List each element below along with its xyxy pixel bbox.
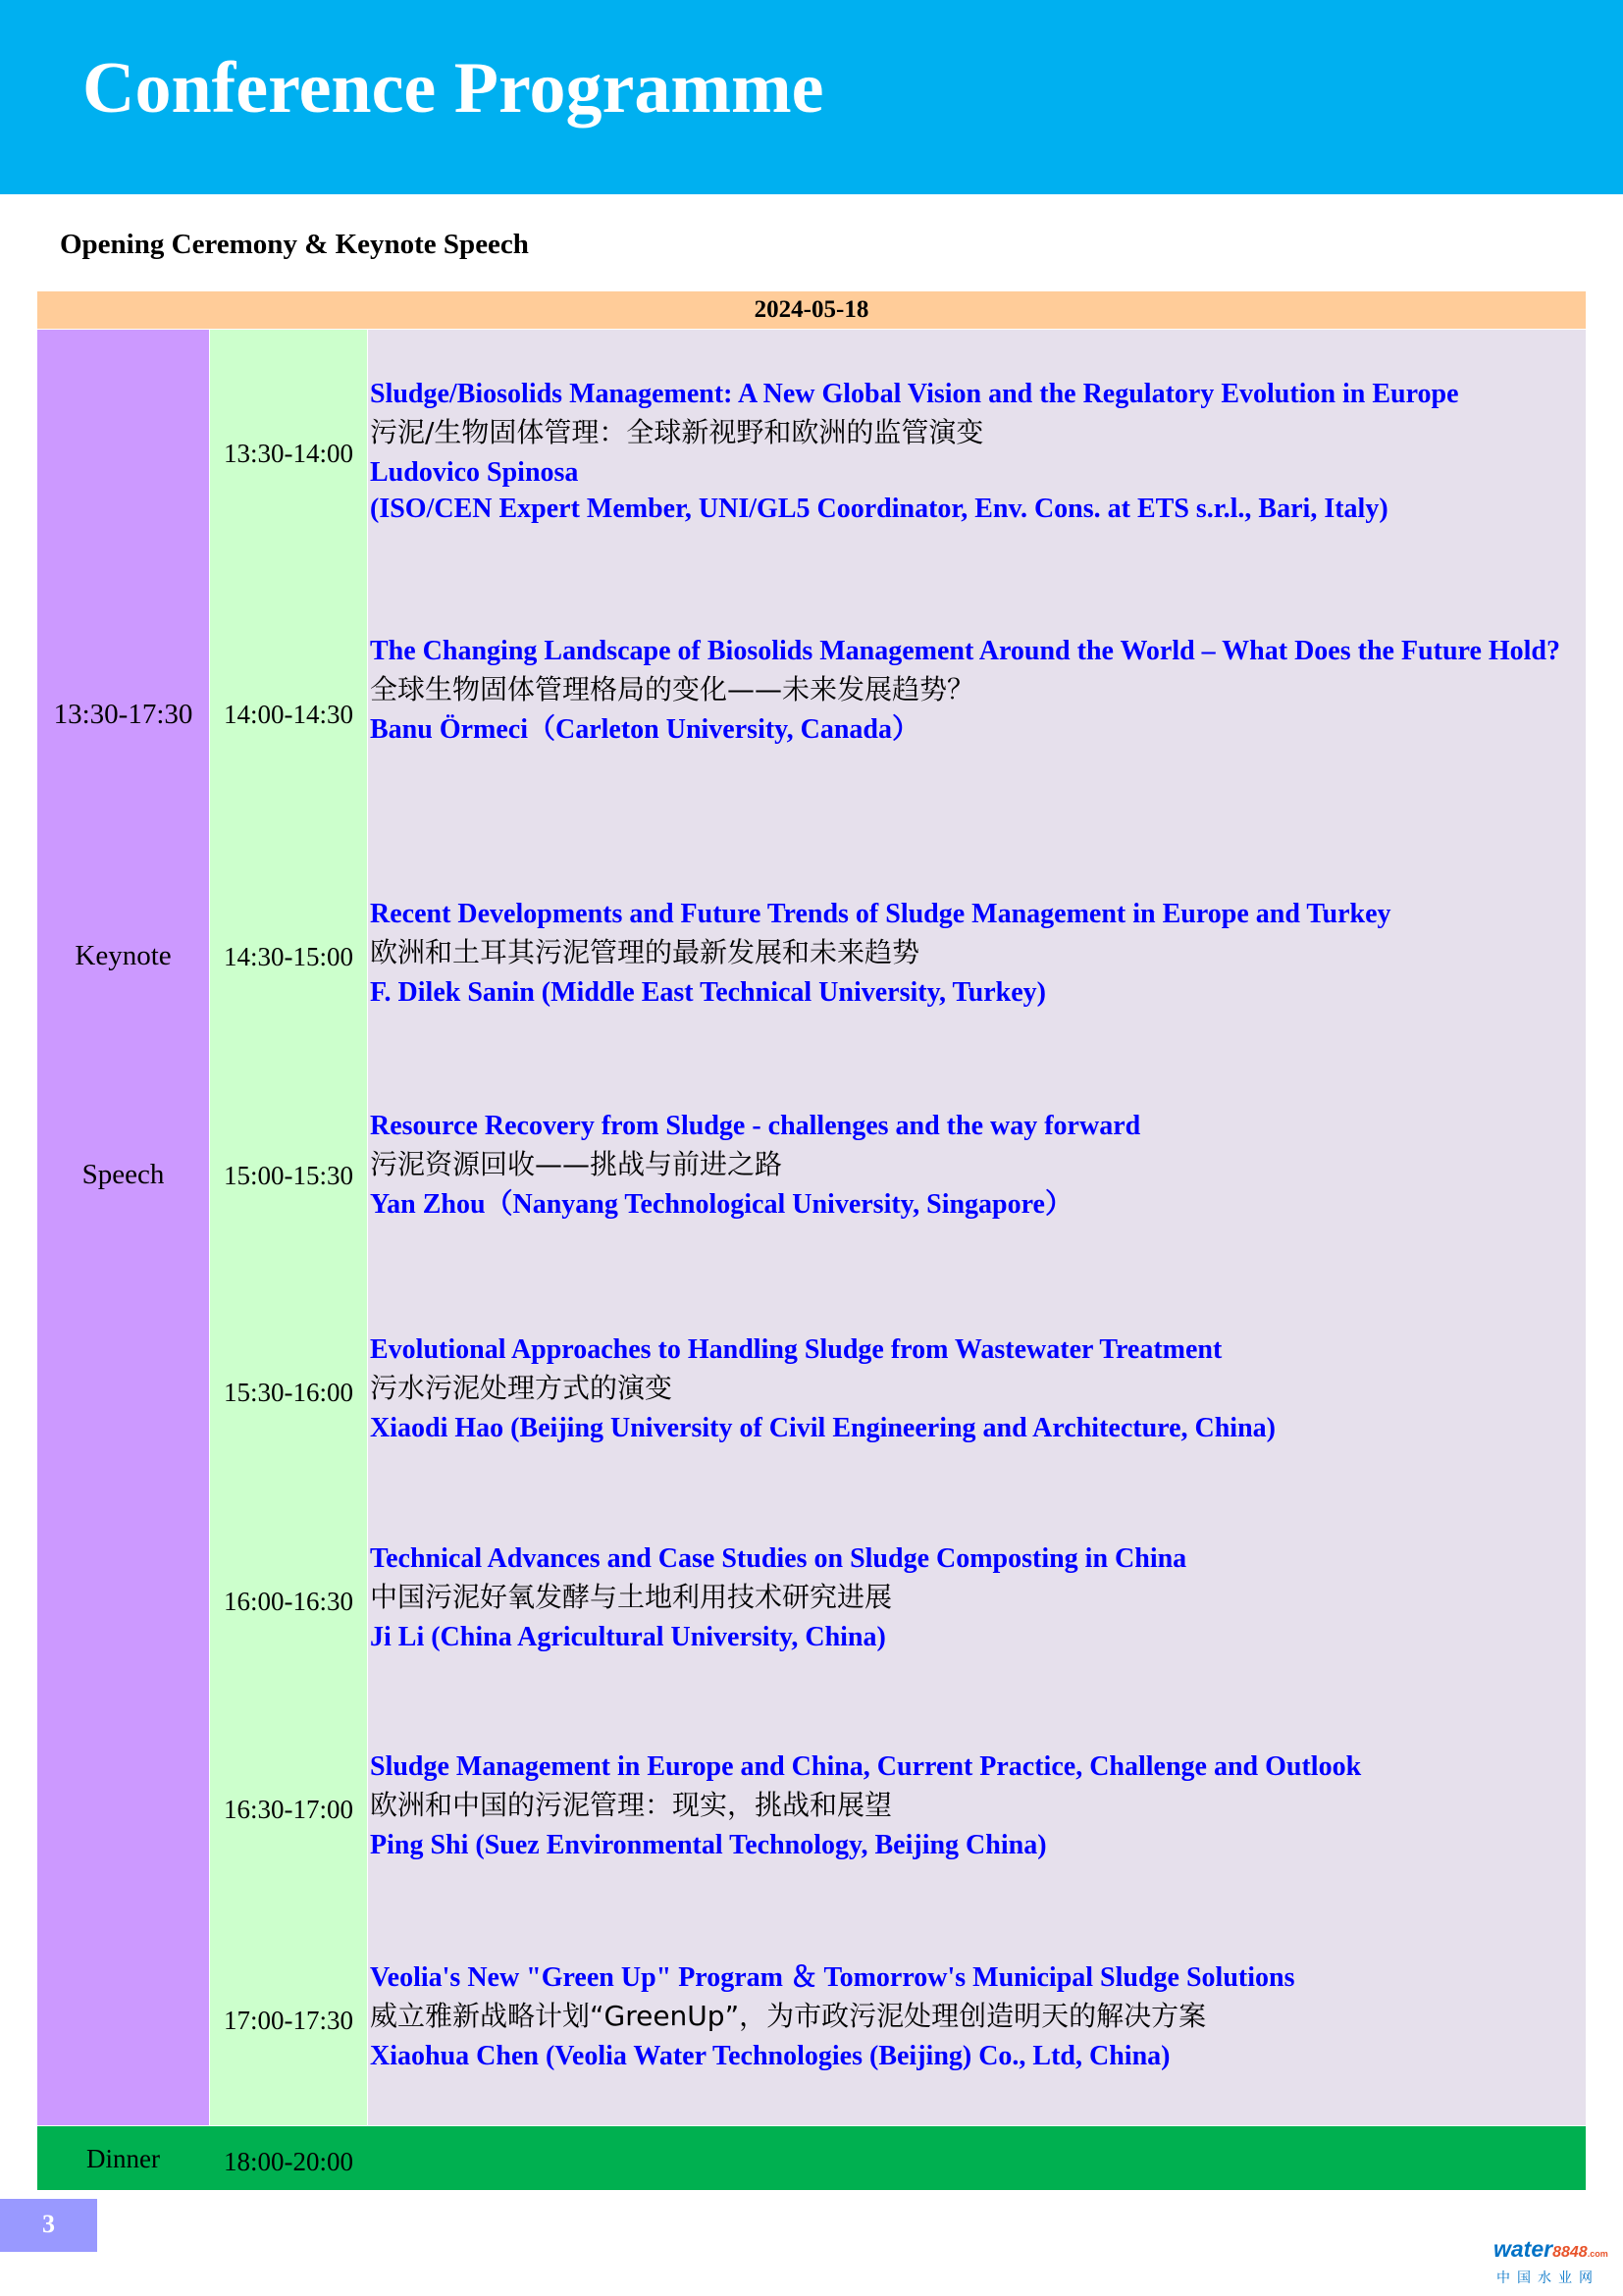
page-number: 3 bbox=[0, 2199, 97, 2252]
talk-speaker: Yan Zhou（Nanyang Technological University, Singapore） bbox=[370, 1189, 1073, 1220]
time-column bbox=[210, 330, 367, 2125]
talk-speaker: Xiaohua Chen (Veolia Water Technologies (Beijing) Co., Ltd, China) bbox=[370, 2041, 1171, 2071]
talk-entry bbox=[370, 1109, 1582, 1223]
talk-title-zh: 全球生物固体管理格局的变化——未来发展趋势？ bbox=[370, 673, 975, 705]
talk-title-en: Technical Advances and Case Studies on Sludge Composting in China bbox=[370, 1543, 1187, 1574]
talk-speaker: Ludovico Spinosa bbox=[370, 457, 579, 488]
talk-speaker: Xiaodi Hao (Beijing University of Civil Engineering and Architecture, China) bbox=[370, 1413, 1276, 1443]
talk-title-en: Recent Developments and Future Trends of Sludge Management in Europe and Turkey bbox=[370, 899, 1391, 929]
talk-time: 15:30-16:00 bbox=[224, 1378, 353, 1407]
talk-title-zh: 中国污泥好氧发酵与土地利用技术研究进展 bbox=[370, 1581, 893, 1613]
talk-entry bbox=[370, 634, 1582, 748]
logo-word: water bbox=[1493, 2236, 1553, 2262]
talk-title-en: Sludge Management in Europe and China, Current Practice, Challenge and Outlook bbox=[370, 1751, 1362, 1782]
section-heading: Opening Ceremony & Keynote Speech bbox=[60, 229, 529, 260]
talk-title-zh: 污泥资源回收——挑战与前进之路 bbox=[370, 1148, 783, 1180]
session-time: 13:30-17:30 bbox=[53, 699, 193, 730]
talk-entry bbox=[370, 1541, 1582, 1655]
logo-tld: .com bbox=[1587, 2249, 1608, 2259]
talk-time: 14:30-15:00 bbox=[224, 942, 353, 971]
session-label-keynote: Keynote bbox=[75, 940, 172, 971]
talk-time: 15:00-15:30 bbox=[224, 1161, 353, 1190]
talk-time: 17:00-17:30 bbox=[224, 2006, 353, 2035]
date-header: 2024-05-18 bbox=[37, 291, 1586, 329]
talk-time: 16:00-16:30 bbox=[224, 1587, 353, 1616]
talk-entry bbox=[370, 377, 1582, 527]
talk-title-zh: 污泥/生物固体管理：全球新视野和欧洲的监管演变 bbox=[370, 416, 984, 448]
talk-title-en: Sludge/Biosolids Management: A New Global Vision and the Regulatory Evolution in Europe bbox=[370, 379, 1459, 409]
talk-title-zh: 欧洲和中国的污泥管理：现实，挑战和展望 bbox=[370, 1789, 893, 1821]
logo-subtitle: 中国水业网 bbox=[1496, 2270, 1599, 2286]
talk-title-en: Evolutional Approaches to Handling Sludge from Wastewater Treatment bbox=[370, 1334, 1223, 1365]
talk-title-en: The Changing Landscape of Biosolids Management Around the World – What Does the Future Hold? bbox=[370, 636, 1560, 666]
talk-entry bbox=[370, 1749, 1582, 1863]
talk-speaker: F. Dilek Sanin (Middle East Technical University, Turkey) bbox=[370, 977, 1046, 1008]
talk-entry bbox=[370, 1960, 1582, 2074]
talk-speaker: Banu Örmeci（Carleton University, Canada） bbox=[370, 714, 919, 745]
logo-number: 8848 bbox=[1552, 2244, 1588, 2261]
talk-entry bbox=[370, 897, 1582, 1011]
talk-entry bbox=[370, 1332, 1582, 1446]
talk-title-zh: 欧洲和土耳其污泥管理的最新发展和未来趋势 bbox=[370, 936, 920, 968]
water8848-logo bbox=[1493, 2237, 1611, 2292]
talk-time: 13:30-14:00 bbox=[224, 439, 353, 468]
session-label-speech: Speech bbox=[81, 1159, 165, 1190]
dinner-label: Dinner bbox=[86, 2144, 160, 2173]
logo-wordmark bbox=[1493, 2237, 1611, 2266]
page-title: Conference Programme bbox=[82, 48, 824, 129]
talk-title-en: Veolia's New "Green Up" Program ＆ Tomorrow's Municipal Sludge Solutions bbox=[370, 1962, 1295, 1993]
session-column bbox=[37, 330, 209, 2125]
dinner-time: 18:00-20:00 bbox=[224, 2147, 353, 2176]
talk-title-zh: 威立雅新战略计划“GreenUp”，为市政污泥处理创造明天的解决方案 bbox=[370, 2000, 1207, 2032]
talk-speaker: Ping Shi (Suez Environmental Technology, Beijing China) bbox=[370, 1830, 1047, 1860]
talk-affiliation: (ISO/CEN Expert Member, UNI/GL5 Coordinator, Env. Cons. at ETS s.r.l., Bari, Italy) bbox=[370, 494, 1388, 524]
talk-time: 14:00-14:30 bbox=[224, 700, 353, 729]
talk-speaker: Ji Li (China Agricultural University, China) bbox=[370, 1622, 886, 1652]
talk-title-zh: 污水污泥处理方式的演变 bbox=[370, 1372, 673, 1404]
header-banner bbox=[0, 0, 1623, 194]
talk-time: 16:30-17:00 bbox=[224, 1795, 353, 1824]
talk-title-en: Resource Recovery from Sludge - challenges and the way forward bbox=[370, 1111, 1141, 1141]
